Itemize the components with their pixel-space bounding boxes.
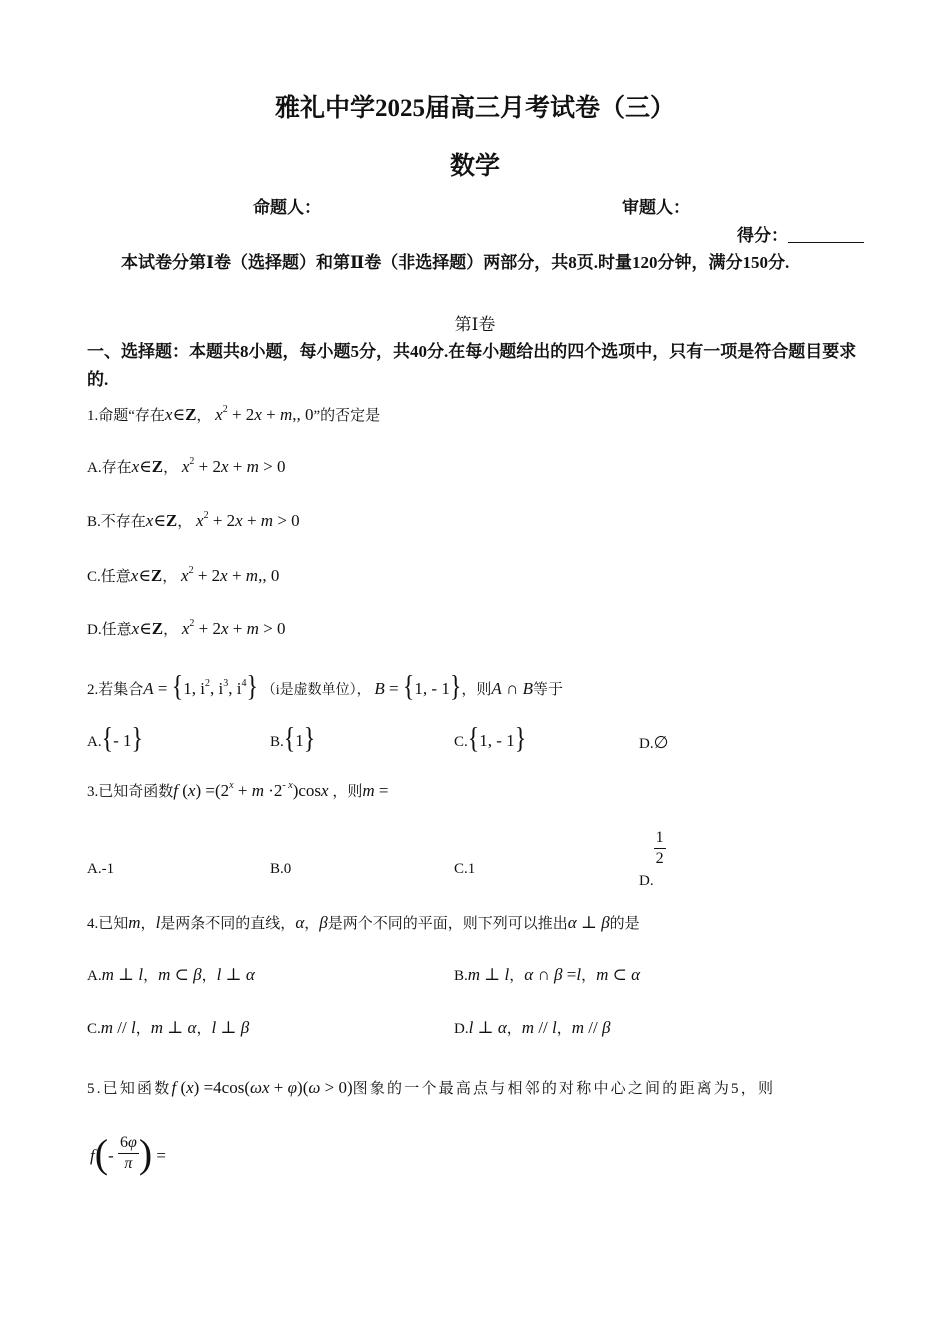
- question-3-stem: 3.已知奇函数f $(x) =(2^x + m \cdot 2^{- x})\cos x$ ，则m =: [87, 780, 389, 800]
- question-1-option-a: A.存在x∈Z， $x^2 + 2x + m > 0$: [87, 456, 286, 476]
- question-1-stem: 1.命题“存在x∈Z， $x^2 + 2x + m$,, 0”的否定是: [87, 404, 381, 424]
- reviewer-label: 审题人：: [622, 198, 690, 217]
- question-1-option-c: C.任意x∈Z， $x^2 + 2x + m$,, 0: [87, 565, 280, 585]
- question-2-option-d: D.∅: [639, 733, 669, 752]
- author-label: 命题人：: [253, 198, 321, 217]
- exam-intro: 本试卷分第Ⅰ卷（选择题）和第Ⅱ卷（非选择题）两部分，共8页.时量120分钟，满分150分.: [121, 253, 790, 272]
- exam-subject: 数学: [449, 153, 500, 180]
- score-label: 得分：: [737, 226, 788, 245]
- question-3-option-c: C.1: [454, 861, 476, 877]
- question-1-option-d: D.任意x∈Z， $x^2 + 2x + m > 0$: [87, 618, 286, 638]
- question-4-option-c: C.m // l，m ⊥ α，l ⊥ β: [87, 1018, 250, 1037]
- question-3-option-b: B.0: [270, 861, 292, 877]
- question-5-stem: 5.已知函数f (x) =4cos(ωx + φ)(ω > 0)图象的一个最高点与相邻的对称中心之间的距离为5，则: [87, 1078, 776, 1097]
- question-4-option-d: D.l ⊥ α，m // l，m // β: [454, 1018, 611, 1037]
- section-heading: 一、选择题：本题共8小题，每小题5分，共40分.在每小题给出的四个选项中，只有一项是符合题目要求的.: [87, 342, 857, 389]
- question-4-option-b: B.m ⊥ l，α ∩ β =l，m ⊂ α: [454, 965, 641, 984]
- question-2-option-a: A.{- 1}: [87, 722, 144, 756]
- question-3-option-a: A.-1: [87, 861, 115, 877]
- score-blank: [788, 226, 864, 243]
- question-2-stem: 2.若集合A = {1, $i^2$, $i^3$, $i^4$} （i是虚数单位）， B = {1, - 1}，则A ∩ B等于: [87, 670, 563, 704]
- fraction-six-phi-over-pi: $\frac{6\varphi}{\pi}$: [119, 1134, 137, 1173]
- question-5-expression: f(- $\frac{6\varphi}{\pi}$ ) =: [90, 1131, 167, 1176]
- question-4-stem: 4.已知m，l是两条不同的直线，α，β是两个不同的平面，则下列可以推出α ⊥ β的是: [87, 913, 640, 932]
- exam-title: 雅礼中学2025届高三月考试卷（三）: [274, 95, 675, 122]
- question-2-option-c: C.{1, - 1}: [454, 722, 527, 756]
- question-4-option-a: A.m ⊥ l，m ⊂ β，l ⊥ α: [87, 965, 255, 984]
- question-1-option-b: B.不存在x∈Z， $x^2 + 2x + m > 0$: [87, 510, 300, 530]
- question-2-option-b: B.{1}: [270, 722, 316, 756]
- fraction-one-half: $\frac{1}{2}$: [655, 829, 664, 867]
- empty-set-symbol: ∅: [653, 733, 669, 752]
- question-3-option-d: D. $\frac{1}{2}$: [639, 829, 664, 889]
- volume-label: 第Ⅰ卷: [454, 315, 496, 334]
- score-field: [737, 221, 864, 246]
